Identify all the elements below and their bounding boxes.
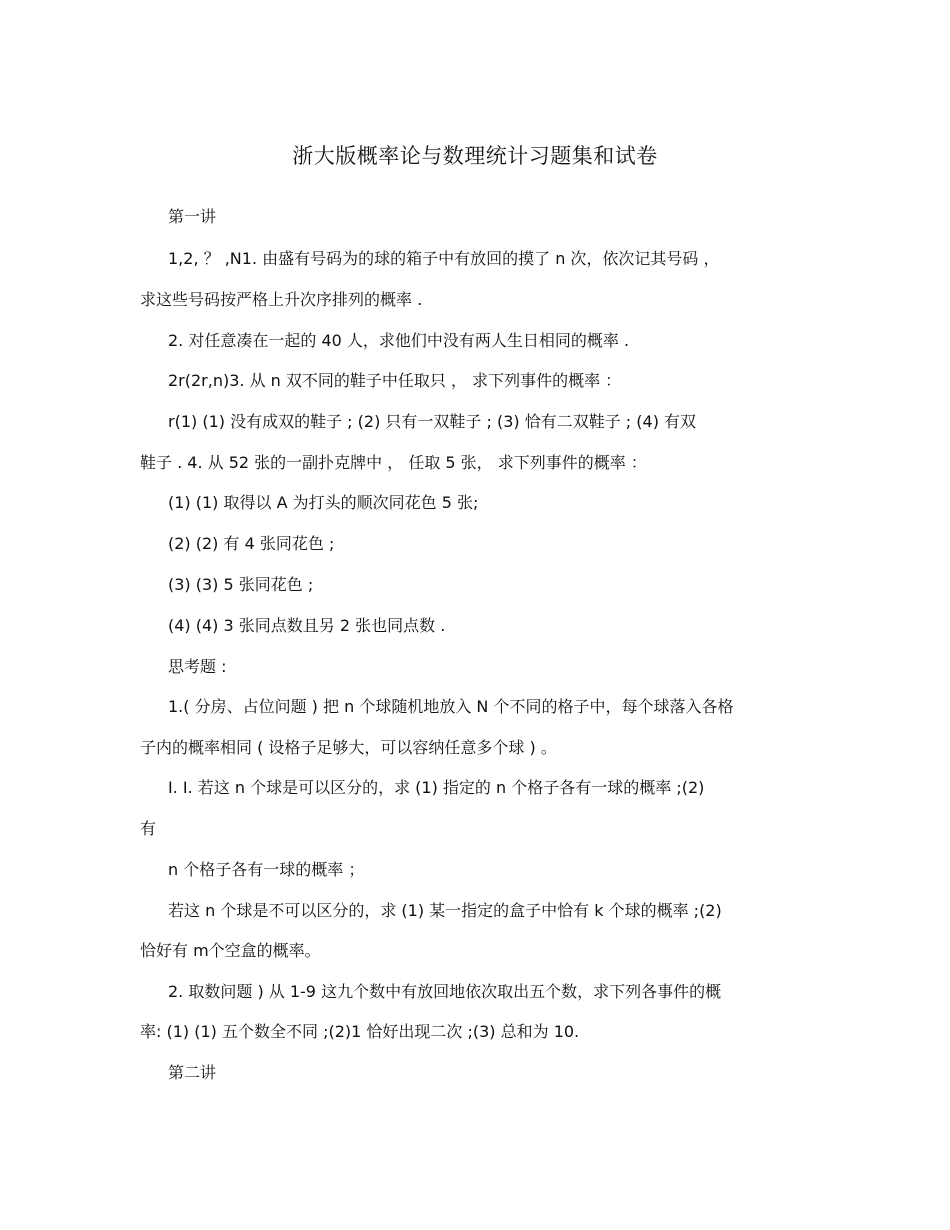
text-line: 子内的概率相同 ( 设格子足够大，可以容纳任意多个球 ) 。 xyxy=(140,738,557,757)
text-line: 恰好有 m个空盒的概率。 xyxy=(140,941,321,960)
text-line: (1) (1) 取得以 A 为打头的顺次同花色 5 张; xyxy=(168,493,479,512)
text-line: 1,2, ？ ,N1. 由盛有号码为的球的箱子中有放回的摸了 n 次，依次记其号码 ， xyxy=(168,249,720,268)
text-line: 若这 n 个球是不可以区分的，求 (1) 某一指定的盒子中恰有 k 个球的概率 ;(2) xyxy=(168,901,722,920)
text-line: r(1) (1) 没有成双的鞋子 ; (2) 只有一双鞋子 ; (3) 恰有二双鞋子 ; (4) 有双 xyxy=(168,412,697,431)
text-line: 2. 对任意凑在一起的 40 人，求他们中没有两人生日相同的概率 . xyxy=(168,331,630,350)
text-line: 有 xyxy=(140,819,157,838)
text-line: 求这些号码按严格上升次序排列的概率 . xyxy=(140,290,423,309)
section-heading-1: 第一讲 xyxy=(168,207,217,226)
text-line: n 个格子各有一球的概率 ； xyxy=(168,860,365,879)
text-line: (2) (2) 有 4 张同花色 ; xyxy=(168,534,335,553)
text-line: 2r(2r,n)3. 从 n 双不同的鞋子中任取只 ， 求下列事件的概率 ： xyxy=(168,371,622,390)
text-line: 鞋子 . 4. 从 52 张的一副扑克牌中 ， 任取 5 张， 求下列事件的概率 ： xyxy=(140,453,647,472)
text-line: 2. 取数问题 ) 从 1-9 这九个数中有放回地依次取出五个数，求下列各事件的概 xyxy=(168,982,722,1001)
section-heading-2: 第二讲 xyxy=(168,1063,217,1082)
text-line: 率: (1) (1) 五个数全不同 ;(2)1 恰好出现二次 ;(3) 总和为 10. xyxy=(140,1022,580,1041)
subheading-thinking-questions: 思考题 : xyxy=(168,657,227,676)
document-title: 浙大版概率论与数理统计习题集和试卷 xyxy=(292,144,658,168)
text-line: (4) (4) 3 张同点数且另 2 张也同点数 . xyxy=(168,616,446,635)
text-line: (3) (3) 5 张同花色 ; xyxy=(168,575,314,594)
text-line: I. I. 若这 n 个球是可以区分的，求 (1) 指定的 n 个格子各有一球的概率 ;(2) xyxy=(168,778,705,797)
text-line: 1.( 分房、占位问题 ) 把 n 个球随机地放入 N 个不同的格子中，每个球落入各格 xyxy=(168,697,734,716)
